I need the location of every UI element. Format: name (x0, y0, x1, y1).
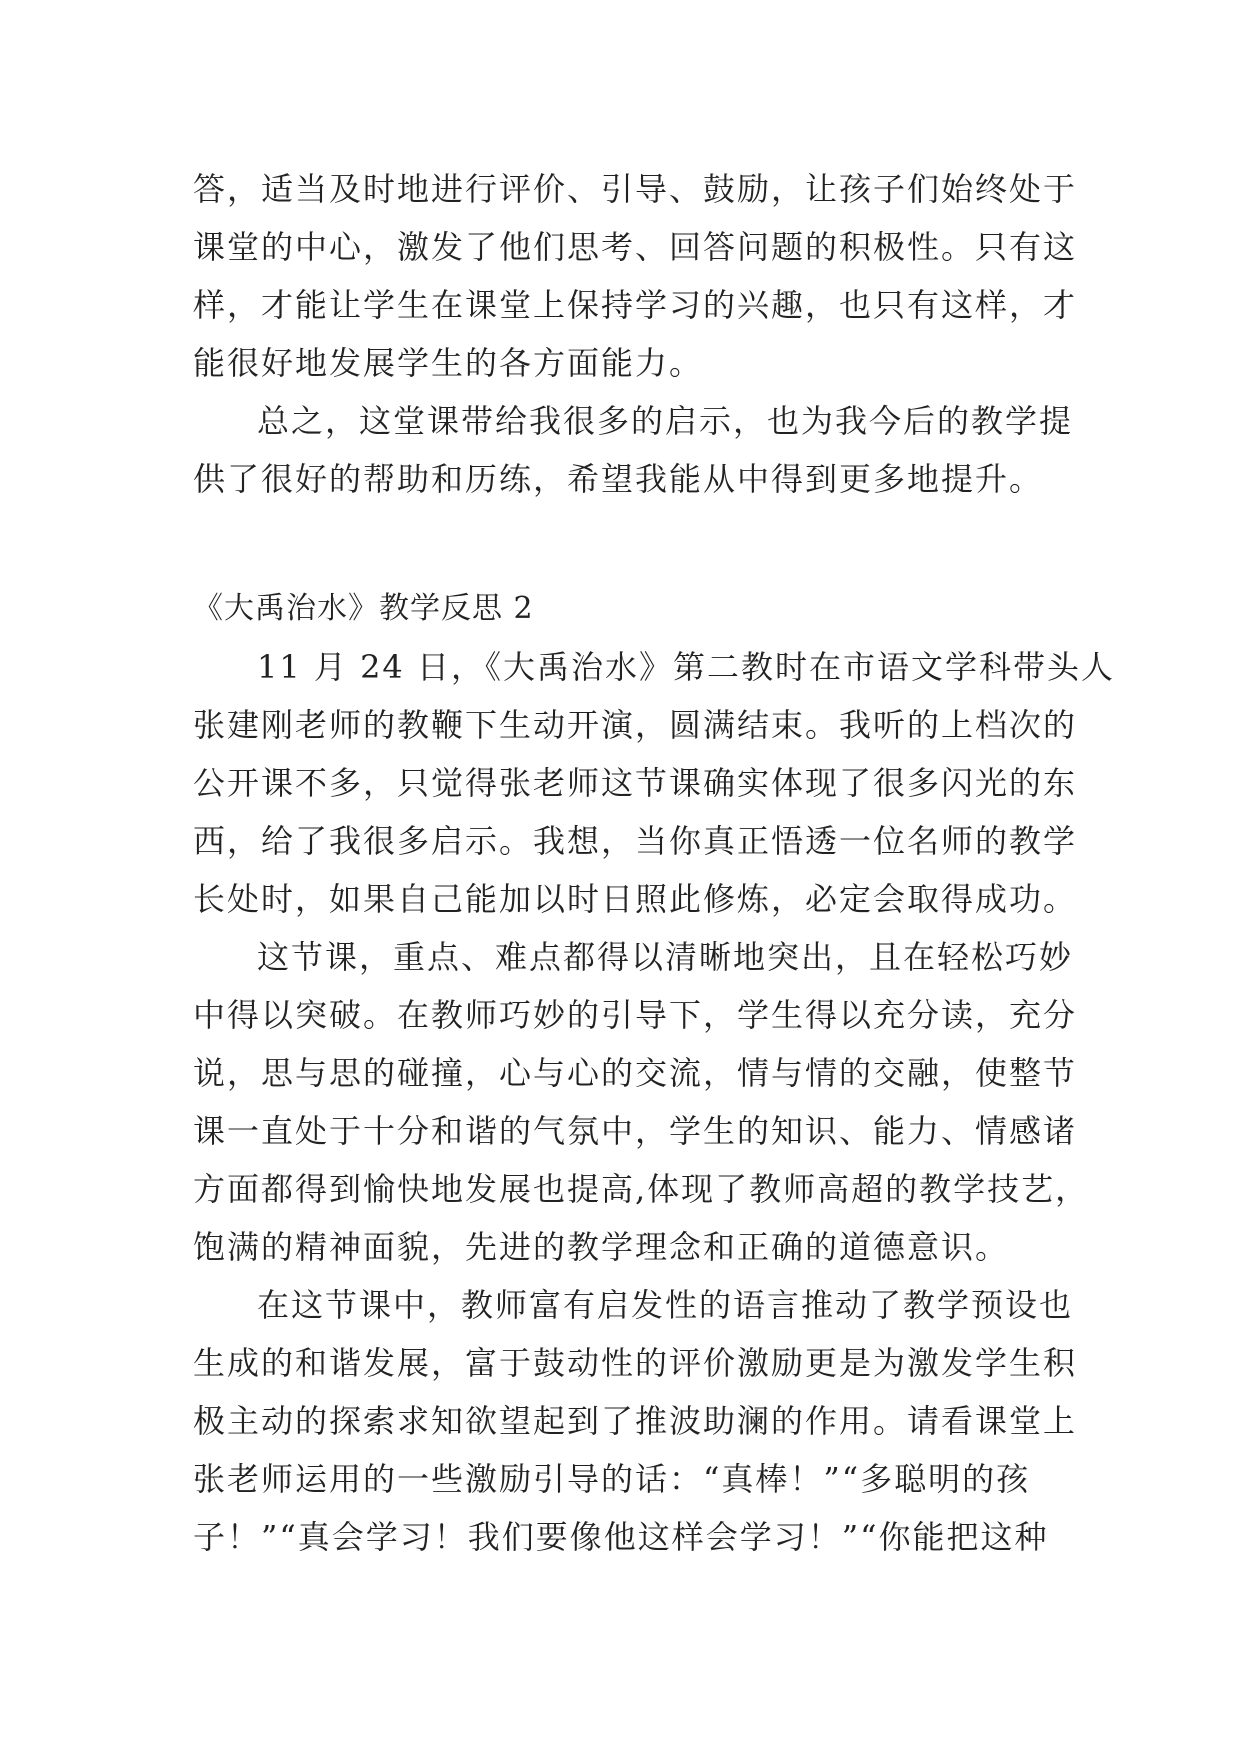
section-heading: 《大禹治水》教学反思 2 (193, 591, 534, 626)
text-line: 样，才能让学生在课堂上保持学习的兴趣，也只有这样，才 (193, 286, 1078, 324)
text-line: 课堂的中心，激发了他们思考、回答问题的积极性。只有这 (193, 228, 1078, 266)
text-line: 总之，这堂课带给我很多的启示，也为我今后的教学提 (257, 402, 1074, 440)
text-line: 长处时，如果自己能加以时日照此修炼，必定会取得成功。 (193, 880, 1078, 918)
text-line: 中得以突破。在教师巧妙的引导下，学生得以充分读，充分 (193, 996, 1078, 1034)
text-line: 答，适当及时地进行评价、引导、鼓励，让孩子们始终处于 (193, 170, 1078, 208)
section-spacer (193, 508, 1053, 580)
text-line: 方面都得到愉快地发展也提高,体现了教师高超的教学技艺， (193, 1170, 1090, 1208)
text-line: 张老师运用的一些激励引导的话：“真棒！”“多聪明的孩 (193, 1460, 1031, 1498)
text-line: 张建刚老师的教鞭下生动开演，圆满结束。我听的上档次的 (193, 706, 1078, 744)
text-line: 西，给了我很多启示。我想，当你真正悟透一位名师的教学 (193, 822, 1078, 860)
text-line: 供了很好的帮助和历练，希望我能从中得到更多地提升。 (193, 460, 1044, 498)
text-line: 在这节课中，教师富有启发性的语言推动了教学预设也 (257, 1286, 1074, 1324)
text-line: 说，思与思的碰撞，心与心的交流，情与情的交融，使整节 (193, 1054, 1078, 1092)
paragraph (193, 928, 1090, 1276)
text-line: 极主动的探索求知欲望起到了推波助澜的作用。请看课堂上 (193, 1402, 1078, 1440)
text-line: 这节课，重点、难点都得以清晰地突出，且在轻松巧妙 (257, 938, 1074, 976)
text-line: 能很好地发展学生的各方面能力。 (193, 344, 704, 382)
text-line: 课一直处于十分和谐的气氛中，学生的知识、能力、情感诸 (193, 1112, 1078, 1150)
document-body (193, 160, 1115, 1566)
paragraph (193, 160, 1078, 392)
text-line: 生成的和谐发展，富于鼓动性的评价激励更是为激发学生积 (193, 1344, 1078, 1382)
text-line: 11 月 24 日，《大禹治水》第二教时在市语文学科带头人 (257, 648, 1115, 686)
text-line: 公开课不多，只觉得张老师这节课确实体现了很多闪光的东 (193, 764, 1078, 802)
paragraph (193, 638, 1115, 928)
text-line: 子！”“真会学习！我们要像他这样会学习！”“你能把这种 (193, 1518, 1049, 1556)
paragraph (193, 392, 1074, 508)
paragraph (193, 1276, 1078, 1566)
text-line: 饱满的精神面貌，先进的教学理念和正确的道德意识。 (193, 1228, 1010, 1266)
